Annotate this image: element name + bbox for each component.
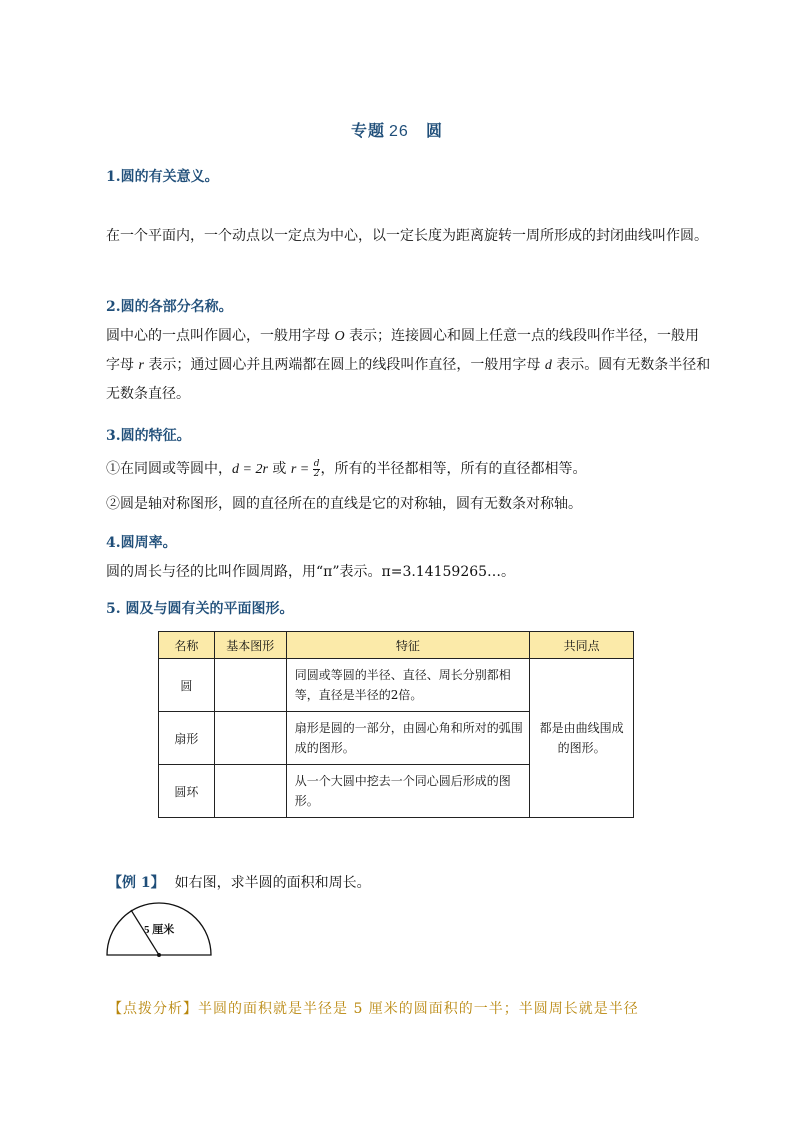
title-name: 圆 — [425, 121, 443, 140]
s2-text-b: 表示；连接圆心和圆上任意一点的线段叫作半径，一般用字母 — [106, 328, 700, 373]
section-3-heading: 3.圆的特征。 — [106, 428, 191, 444]
example-tag: 【例 1】 — [108, 875, 165, 891]
semicircle-figure — [100, 900, 220, 962]
row-feature: 同圆或等圆的半径、直径、周长分别都相等，直径是半径的2倍。 — [286, 659, 529, 712]
formula-d-2r: d = 2r — [232, 462, 268, 477]
section-3-line-2: ②圆是轴对称图形，圆的直径所在的直线是它的对称轴，圆有无数条对称轴。 — [106, 496, 582, 512]
s2-text-d: 表示。圆有无数条半径和无数条直径。 — [106, 357, 711, 402]
row-feature: 扇形是圆的一部分，由圆心角和所对的弧围成的图形。 — [286, 712, 529, 765]
fraction-d-over-2: $\frac{d}{2}$ — [313, 458, 320, 479]
section-4-heading: 4.圆周率。 — [106, 535, 177, 551]
section-2-body — [106, 322, 712, 408]
row-feature: 从一个大圆中挖去一个同心圆后形成的图形。 — [286, 765, 529, 818]
row-name: 扇形 — [159, 712, 215, 765]
section-4-body: 圆的周长与径的比叫作圆周路，用“π”表示。π=3.14159265…。 — [106, 564, 516, 580]
page-title — [0, 118, 794, 141]
row-name: 圆环 — [159, 765, 215, 818]
var-r: r — [138, 358, 144, 373]
section-1-heading: 1.圆的有关意义。 — [106, 169, 219, 185]
var-d: d — [544, 358, 552, 373]
s3-text-b: 或 — [267, 461, 291, 477]
example-1 — [108, 872, 371, 892]
s3-text-c: ，所有的半径都相等，所有的直径都相等。 — [320, 461, 587, 477]
circle-shapes-table — [158, 631, 634, 818]
center-point — [157, 953, 161, 957]
var-o: O — [334, 329, 345, 344]
section-1-body: 在一个平面内，一个动点以一定点为中心，以一定长度为距离旋转一周所形成的封闭曲线叫作圆。 — [106, 228, 708, 244]
s2-text-a: 圆中心的一点叫作圆心，一般用字母 — [106, 328, 335, 344]
table-header: 名称 — [159, 632, 215, 659]
title-prefix: 专题 — [351, 121, 386, 140]
row-name: 圆 — [159, 659, 215, 712]
row-shape — [214, 765, 286, 818]
common-feature: 都是由曲线围成的图形。 — [530, 659, 634, 818]
s2-text-c: 表示；通过圆心并且两端都在圆上的线段叫作直径，一般用字母 — [143, 357, 545, 373]
table-header: 共同点 — [530, 632, 634, 659]
formula-r-lhs: r = — [290, 462, 313, 477]
table-header: 特征 — [286, 632, 529, 659]
title-number: 26 — [389, 123, 409, 140]
example-text: 如右图，求半圆的面积和周长。 — [174, 875, 371, 891]
section-3-line-1 — [106, 455, 712, 484]
table-header: 基本图形 — [214, 632, 286, 659]
section-2-heading: 2.圆的各部分名称。 — [106, 299, 233, 315]
section-5-heading: 5. 圆及与圆有关的平面图形。 — [106, 601, 294, 617]
row-shape — [214, 659, 286, 712]
table-row — [159, 659, 634, 712]
table-header-row — [159, 632, 634, 659]
radius-label: 5 厘米 — [144, 924, 175, 936]
s3-text-a: ①在同圆或等圆中， — [106, 461, 232, 477]
analysis-text: 【点拨分析】半圆的面积就是半径是 5 厘米的圆面积的一半；半圆周长就是半径 — [108, 1001, 639, 1017]
row-shape — [214, 712, 286, 765]
